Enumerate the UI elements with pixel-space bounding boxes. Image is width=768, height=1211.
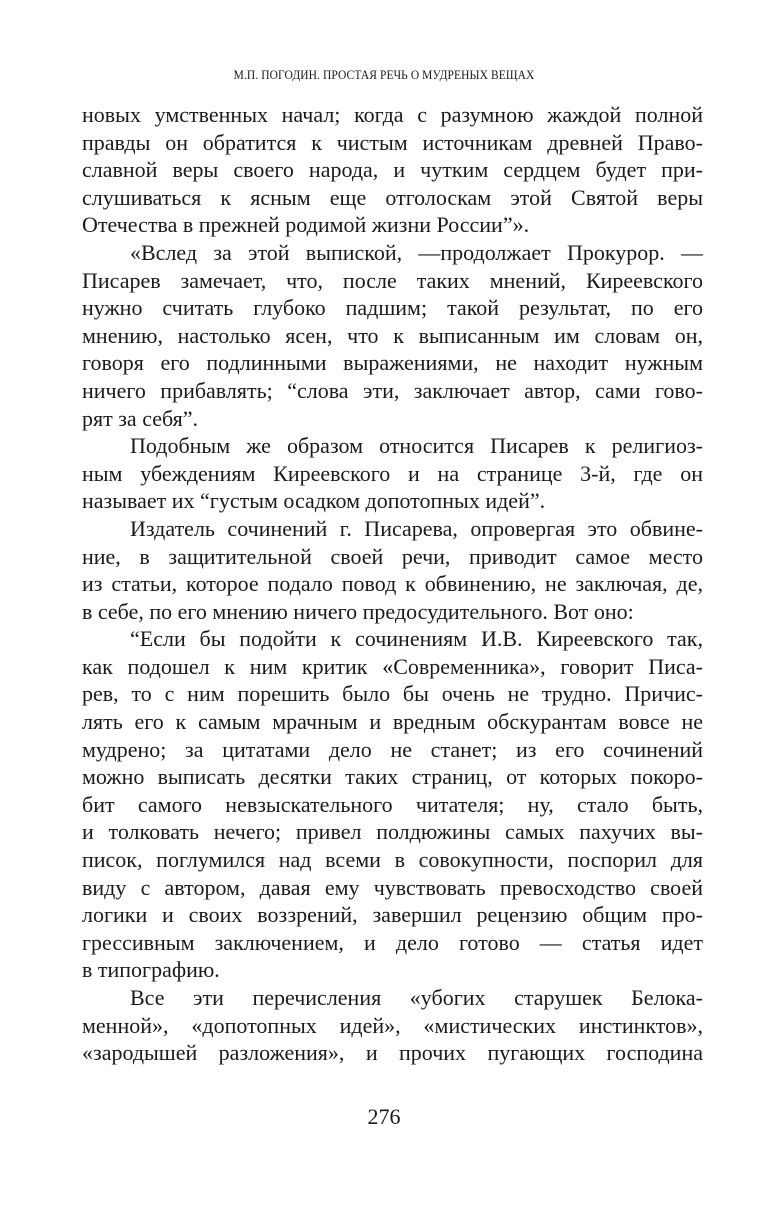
text-line: грессивным заключением, и дело готово — статья идет [82,929,703,955]
text-line: Подобным же образом относится Писарев к религиоз- [130,433,703,459]
text-line: «зародышей разложения», и прочих пугающих господина [82,1040,703,1066]
text-line: в себе, по его мнению ничего предосудительного. Вот оно: [82,598,634,624]
text-line: лять его к самым мрачным и вредным обскурантам вовсе не [82,709,703,735]
text-line: из статьи, которое подало повод к обвинению, не заключая, де, [82,571,703,597]
page-number: 276 [367,1104,401,1129]
paragraph [82,625,703,984]
text-line: Издатель сочинений г. Писарева, опровергая это обвине- [130,515,703,541]
text-line: рят за себя”. [82,405,199,431]
text-line: писок, поглумился над всеми в совокупности, поспорил для [82,847,703,873]
paragraph [82,984,703,1067]
text-line: ние, в защитительной своей речи, приводит самое место [82,543,703,569]
text-line: называет их “густым осадком допотопных идей”. [82,488,546,514]
text-line: “Если бы подойти к сочинениям И.В. Киреевского так, [130,626,703,652]
paragraph [82,239,703,432]
text-line: виду с автором, давая ему чувствовать превосходство своей [82,874,703,900]
text-line: и толковать нечего; привел полдюжины самых пахучих вы- [82,819,703,845]
text-line: славной веры своего народа, и чутким сердцем будет при- [82,157,703,183]
text-line: новых умственных начал; когда с разумною жаждой полной [82,102,703,127]
text-line: Отечества в прежней родимой жизни России”». [82,212,530,238]
text-line: правды он обратится к чистым источникам древней Право- [82,129,703,155]
paragraph [82,101,703,239]
paragraph [82,432,703,515]
text-line: «Вслед за этой выпиской, —продолжает Прокурор. — [130,239,703,265]
text-line: можно выписать десятки таких страниц, от которых покоро- [82,764,703,790]
text-line: Писарев замечает, что, после таких мнений, Киреевского [82,267,703,293]
text-line: мудрено; за цитатами дело не станет; из его сочинений [82,736,703,762]
text-line: ничего прибавлять; “слова эти, заключает автор, сами гово- [82,377,703,403]
paragraph [82,515,703,625]
text-line: менной», «допотопных идей», «мистических инстинктов», [82,1012,703,1038]
text-line: как подошел к ним критик «Современника», говорит Писа- [82,653,703,679]
text-line: бит самого невзыскательного читателя; ну, стало быть, [82,791,703,817]
text-line: слушиваться к ясным еще отголоскам этой Святой веры [82,184,703,210]
text-line: нужно считать глубоко падшим; такой результат, по его [82,295,703,321]
text-line: Все эти перечисления «убогих старушек Белока- [130,985,703,1010]
text-line: рев, то с ним порешить было бы очень не трудно. Причис- [82,681,703,707]
text-line: мнению, настолько ясен, что к выписанным им словам он, [82,322,703,348]
text-line: в типографию. [82,957,220,983]
text-line: логики и своих воззрений, завершил рецензию общим про- [82,902,703,928]
text-line: ным убеждениям Киреевского и на странице 3-й, где он [82,460,703,486]
running-header: М.П. ПОГОДИН. ПРОСТАЯ РЕЧЬ О МУДРЕНЫХ ВЕЩАХ [233,68,535,82]
text-line: говоря его подлинными выражениями, не находит нужным [82,350,703,376]
page-body [82,101,703,1067]
